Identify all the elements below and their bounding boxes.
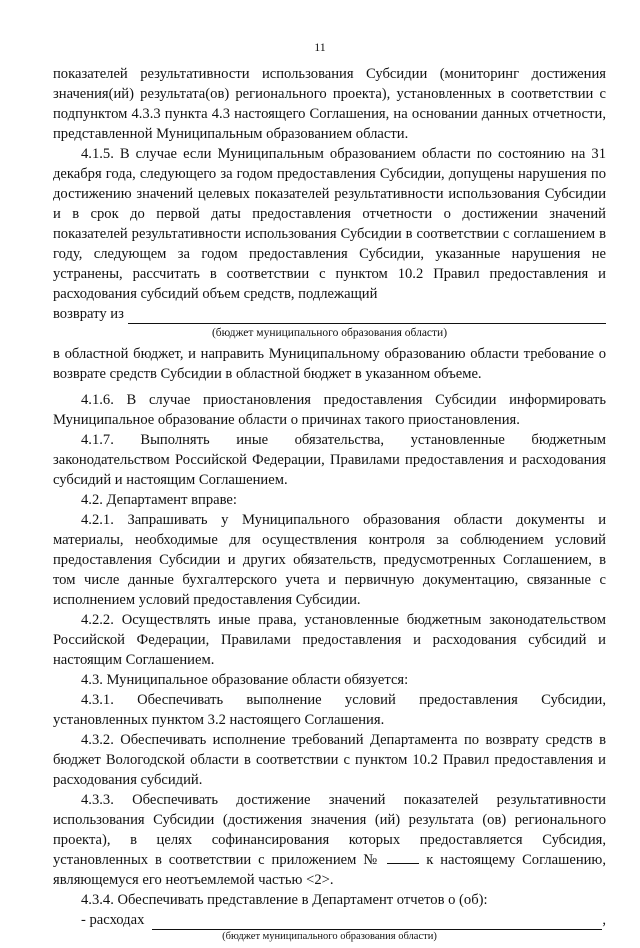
return-from-label: возврату из xyxy=(53,306,124,322)
paragraph-4-1-5: 4.1.5. В случае если Муниципальным образованием области по состоянию на 31 декабря года, следующего за годом предоставления Субсидии, допущены нарушения по достижению значений целевых показателей результативности использования Субсидии и в срок до первой даты предоставления отчетности о достижении значений показателей результативности использования Субсидии в соответствии с соглашением в году, следующем за годом предоставления Субсидии, указанные нарушения не устранены, рассчитать в соответствии с пунктом 10.2 Правил предоставления и расходования субсидий объем средств, подлежащий xyxy=(53,146,606,302)
budget-caption: (бюджет муниципального образования области) xyxy=(211,327,448,339)
expenses-comma: , xyxy=(602,912,606,928)
paragraph-4-1-6: 4.1.6. В случае приостановления предоставления Субсидии информировать Муниципальное образование области о причинах такого приостановления. xyxy=(53,392,606,428)
paragraph-4-3-1: 4.3.1. Обеспечивать выполнение условий предоставления Субсидии, установленных пунктом 3.2 настоящего Соглашения. xyxy=(53,692,606,728)
paragraph-4-3-3-part-a: 4.3.3. Обеспечивать достижение значений показателей результативности использования Субсидии (достижения значения (ий) результата (ов) регионального проекта), в целях софинансирования которых предоставляется Субсидия, установленных в соответствии с приложением № xyxy=(53,792,606,868)
budget-blank-field[interactable] xyxy=(128,309,606,324)
page-number: 11 xyxy=(314,40,326,54)
budget-caption-2: (бюджет муниципального образования области) xyxy=(222,931,437,942)
return-from-line xyxy=(53,304,606,324)
paragraph-continuation: показателей результативности использования Субсидии (мониторинг достижения значения(ий) результата(ов) регионального проекта), установленных в соответствии с подпунктом 4.3.3 пункта 4.3 настоящего Соглашения, на основании данных отчетности, представленной Муниципальным образованием области. xyxy=(53,66,606,142)
paragraph-4-3-4: 4.3.4. Обеспечивать представление в Департамент отчетов о (об): xyxy=(81,892,488,908)
paragraph-4-1-7: 4.1.7. Выполнять иные обязательства, установленные бюджетным законодательством Российской Федерации, Правилами предоставления и расходования субсидий и настоящим Соглашением. xyxy=(53,432,606,488)
expenses-label: - расходах xyxy=(81,912,145,928)
paragraph-4-3-3-part-b: к настоящему Соглашению, являющемуся его неотъемлемой частью <2>. xyxy=(53,852,606,888)
paragraph-4-3: 4.3. Муниципальное образование области обязуется: xyxy=(81,672,409,688)
expenses-line xyxy=(53,910,606,930)
paragraph-4-3-3 xyxy=(53,790,606,890)
paragraph-4-3-2: 4.3.2. Обеспечивать исполнение требований Департамента по возврату средств в бюджет Вологодской области в соответствии с пунктом 10.2 Правил предоставления и расходования субсидий. xyxy=(53,732,606,788)
appendix-number-blank[interactable] xyxy=(387,863,419,864)
document-body xyxy=(53,64,606,948)
paragraph-4-2-1: 4.2.1. Запрашивать у Муниципального образования области документы и материалы, необходимые для осуществления контроля за соблюдением условий предоставления Субсидии и других обязательств, предусмотренных Соглашением, в том числе данные бухгалтерского учета и первичную документацию, связанные с исполнением условий предоставления Субсидии. xyxy=(53,512,606,608)
paragraph-4-2: 4.2. Департамент вправе: xyxy=(81,492,237,508)
paragraph-4-1-5-continued: в областной бюджет, и направить Муниципальному образованию области требование о возврате средств Субсидии в областной бюджет в указанном объеме. xyxy=(53,346,606,382)
expenses-blank-field[interactable] xyxy=(152,915,602,930)
paragraph-4-2-2: 4.2.2. Осуществлять иные права, установленные бюджетным законодательством Российской Федерации, Правилами предоставления и расходования субсидий и настоящим Соглашением. xyxy=(53,612,606,668)
